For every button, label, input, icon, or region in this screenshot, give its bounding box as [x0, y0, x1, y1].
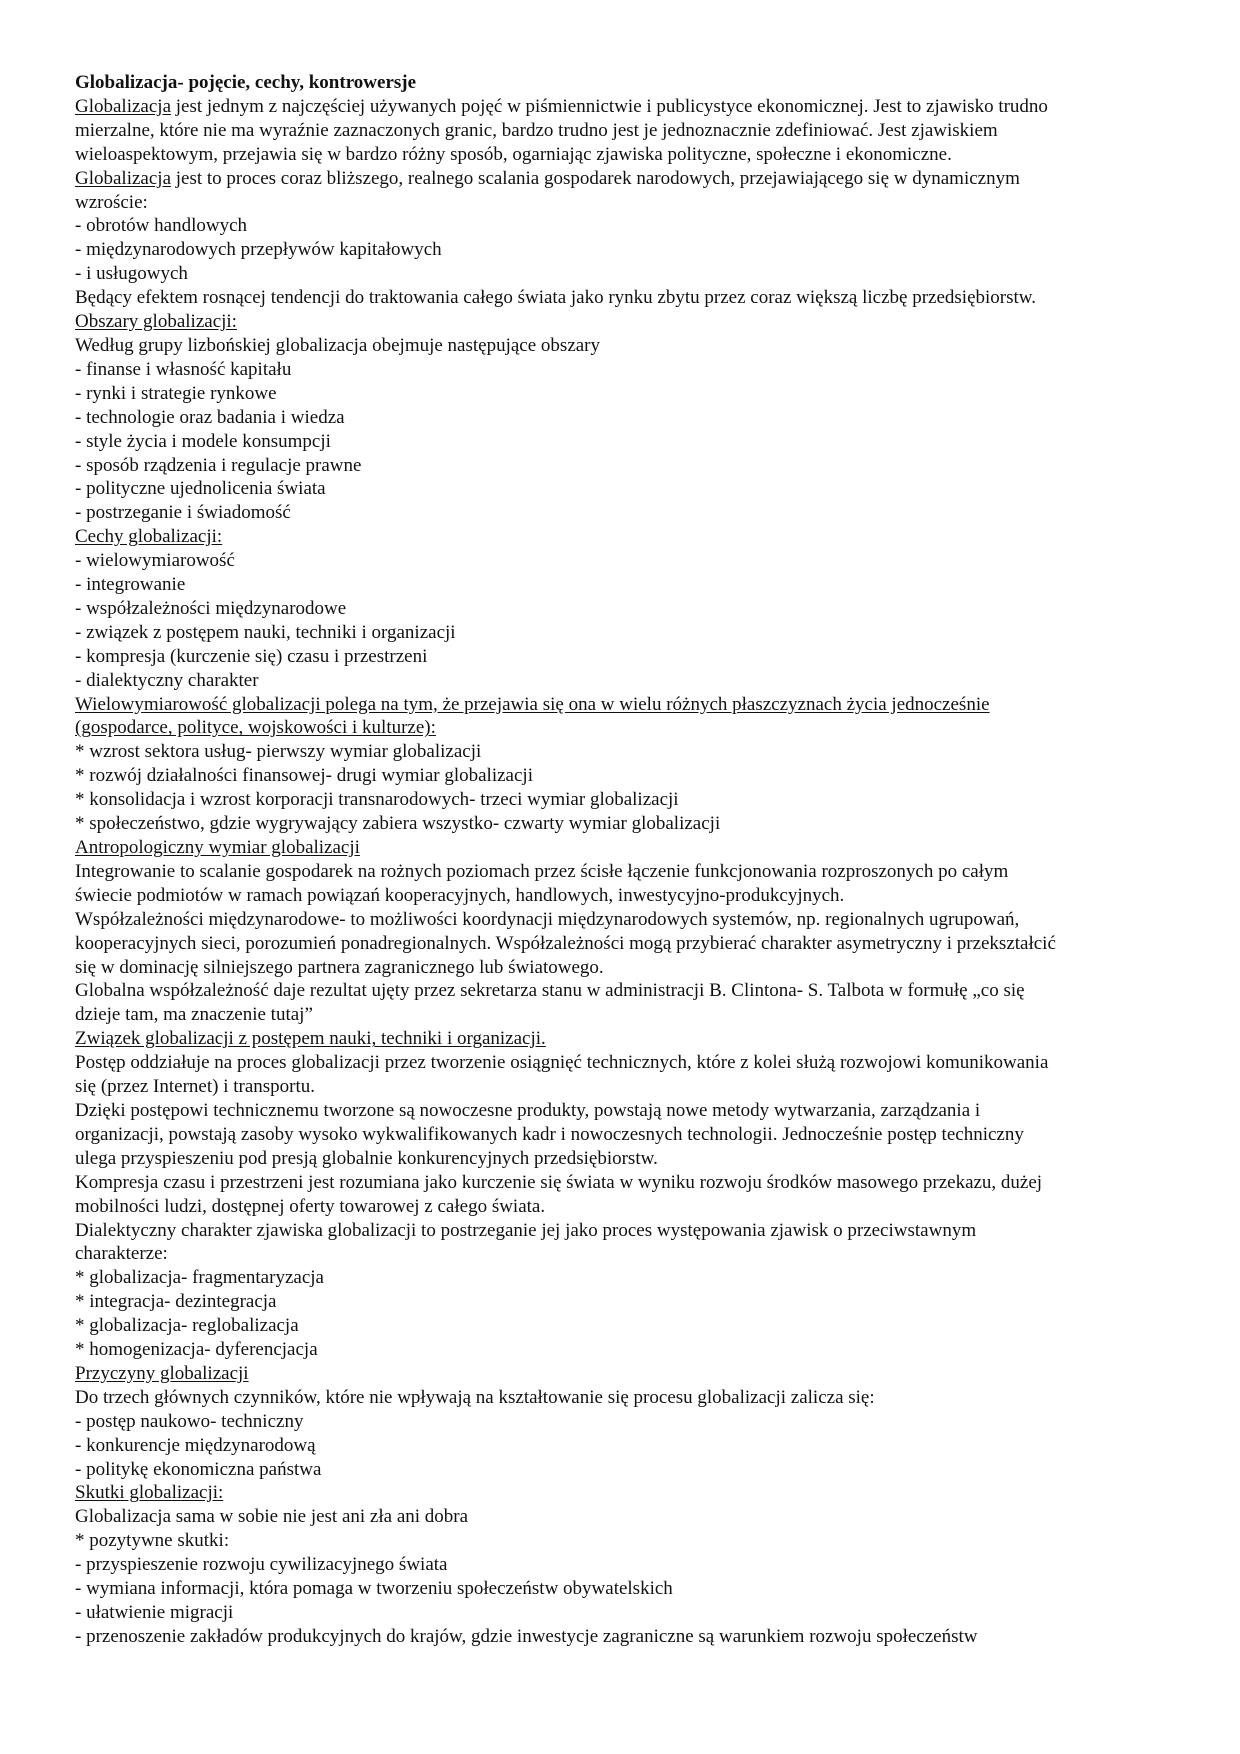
text-line: - wymiana informacji, która pomaga w tworzeniu społeczeństw obywatelskich	[75, 1578, 673, 1600]
text-line: mobilności ludzi, dostępnej oferty towarowej z całego świata.	[75, 1195, 546, 1217]
text-line: Dialektyczny charakter zjawiska globalizacji to postrzeganie jej jako proces występowania zjawisk o przeciwstawnym	[75, 1219, 977, 1241]
text-line	[75, 95, 1180, 119]
text-line: * konsolidacja i wzrost korporacji transnarodowych- trzeci wymiar globalizacji	[75, 789, 679, 811]
text-line: * wzrost sektora usług- pierwszy wymiar globalizacji	[75, 741, 482, 763]
text-line: * rozwój działalności finansowej- drugi wymiar globalizacji	[75, 765, 533, 787]
text-line: Kompresja czasu i przestrzeni jest rozumiana jako kurczenie się świata w wyniku rozwoju środków masowego przekazu, dużej	[75, 1171, 1043, 1193]
text-line: świecie podmiotów w ramach powiązań kooperacyjnych, handlowych, inwestycyjno-produkcyjnych.	[75, 884, 845, 906]
section-heading: Antropologiczny wymiar globalizacji	[75, 837, 360, 858]
underlined-term: Globalizacja	[75, 167, 172, 189]
text-line: ulega przyspieszeniu pod presją globalnie konkurencyjnych przedsiębiorstw.	[75, 1147, 658, 1169]
text-line: - postęp naukowo- techniczny	[75, 1410, 304, 1432]
text-line: - postrzeganie i świadomość	[75, 502, 291, 524]
underlined-term: Globalizacja	[75, 95, 172, 117]
text-line	[75, 167, 1180, 191]
section-heading: Przyczyny globalizacji	[75, 1362, 249, 1384]
text-segment: jest to proces coraz bliższego, realnego scalania gospodarek narodowych, przejawiającego się w dynamicznym	[171, 167, 1020, 189]
text-line: - rynki i strategie rynkowe	[75, 382, 277, 404]
text-line: mierzalne, które nie ma wyraźnie zaznaczonych granic, bardzo trudno jest je jednoznacznie zdefiniować. Jest zjawiskiem	[75, 119, 998, 141]
text-line: Współzależności międzynarodowe- to możliwości koordynacji międzynarodowych systemów, np. regionalnych ugrupowań,	[75, 908, 1020, 930]
section-heading: Związek globalizacji z postępem nauki, techniki i organizacji.	[75, 1028, 546, 1050]
text-line: - wielowymiarowość	[75, 550, 235, 572]
text-line: się (przez Internet) i transportu.	[75, 1076, 316, 1098]
section-heading: Cechy globalizacji:	[75, 526, 223, 548]
text-line: Integrowanie to scalanie gospodarek na rożnych poziomach przez ścisłe łączenie funkcjonowania rozproszonych po całym	[75, 860, 1009, 882]
text-line: - kompresja (kurczenie się) czasu i przestrzeni	[75, 645, 428, 667]
text-line: dzieje tam, ma znaczenie tutaj”	[75, 1004, 313, 1026]
text-line: * pozytywne skutki:	[75, 1530, 230, 1552]
text-line: - związek z postępem nauki, techniki i organizacji	[75, 621, 456, 643]
document-page	[75, 71, 1180, 1649]
section-heading: (gospodarce, polityce, wojskowości i kulturze):	[75, 717, 436, 739]
text-line: - konkurencje międzynarodową	[75, 1434, 316, 1456]
text-line: - międzynarodowych przepływów kapitałowych	[75, 239, 442, 261]
text-line: Będący efektem rosnącej tendencji do traktowania całego świata jako rynku zbytu przez coraz większą liczbę przedsiębiorstw.	[75, 287, 1037, 309]
text-line: Dzięki postępowi technicznemu tworzone są nowoczesne produkty, powstają nowe metody wytwarzania, zarządzania i	[75, 1099, 981, 1121]
text-line: - integrowanie	[75, 574, 186, 596]
text-line: Do trzech głównych czynników, które nie wpływają na kształtowanie się procesu globalizacji zalicza się:	[75, 1386, 875, 1408]
text-line: Postęp oddziałuje na proces globalizacji przez tworzenie osiągnięć technicznych, które z kolei służą rozwojowi komunikowania	[75, 1052, 1049, 1074]
section-heading: Obszary globalizacji:	[75, 311, 237, 333]
text-line: - i usługowych	[75, 263, 188, 285]
text-line: wieloaspektowym, przejawia się w bardzo różny sposób, ogarniając zjawiska polityczne, społeczne i ekonomiczne.	[75, 143, 952, 165]
document-title: Globalizacja- pojęcie, cechy, kontrowersje	[75, 72, 417, 93]
text-line: - przenoszenie zakładów produkcyjnych do krajów, gdzie inwestycje zagraniczne są warunkiem rozwoju społeczeństw	[75, 1625, 978, 1647]
text-line: - finanse i własność kapitału	[75, 358, 292, 380]
text-line: * społeczeństwo, gdzie wygrywający zabiera wszystko- czwarty wymiar globalizacji	[75, 813, 721, 835]
text-line: * integracja- dezintegracja	[75, 1291, 277, 1313]
text-segment: jest jednym z najczęściej używanych pojęć w piśmiennictwie i publicystyce ekonomicznej. Jest to zjawisko trudno	[171, 95, 1048, 117]
text-line: - technologie oraz badania i wiedza	[75, 406, 345, 428]
text-line: - ułatwienie migracji	[75, 1602, 234, 1623]
text-line: charakterze:	[75, 1243, 168, 1265]
section-heading: Wielowymiarowość globalizacji polega na tym, że przejawia się ona w wielu różnych płaszczyznach życia jednocześnie	[75, 693, 990, 715]
text-line: organizacji, powstają zasoby wysoko wykwalifikowanych kadr i nowoczesnych technologii. Jednocześnie postęp techniczny	[75, 1123, 1024, 1145]
text-line: - dialektyczny charakter	[75, 669, 259, 691]
text-line: - politykę ekonomiczna państwa	[75, 1458, 322, 1480]
text-line: * homogenizacja- dyferencjacja	[75, 1339, 318, 1361]
text-line: * globalizacja- reglobalizacja	[75, 1315, 299, 1337]
text-line: wzroście:	[75, 191, 148, 213]
text-line: Globalna współzależność daje rezultat ujęty przez sekretarza stanu w administracji B. Clintona- S. Talbota w formułę „co się	[75, 980, 1025, 1002]
text-line: * globalizacja- fragmentaryzacja	[75, 1267, 324, 1289]
text-line: Globalizacja sama w sobie nie jest ani zła ani dobra	[75, 1506, 469, 1528]
text-line: - przyspieszenie rozwoju cywilizacyjnego świata	[75, 1554, 448, 1576]
text-line: kooperacyjnych sieci, porozumień ponadregionalnych. Współzależności mogą przybierać charakter asymetryczny i przekształcić	[75, 932, 1056, 954]
text-line: - sposób rządzenia i regulacje prawne	[75, 454, 362, 476]
text-line: - polityczne ujednolicenia świata	[75, 478, 326, 500]
text-line: - współzależności międzynarodowe	[75, 597, 347, 619]
text-line: Według grupy lizbońskiej globalizacja obejmuje następujące obszary	[75, 334, 601, 356]
text-line: - style życia i modele konsumpcji	[75, 430, 331, 452]
text-line: - obrotów handlowych	[75, 215, 248, 237]
section-heading: Skutki globalizacji:	[75, 1482, 224, 1504]
text-line: się w dominację silniejszego partnera zagranicznego lub światowego.	[75, 956, 604, 978]
